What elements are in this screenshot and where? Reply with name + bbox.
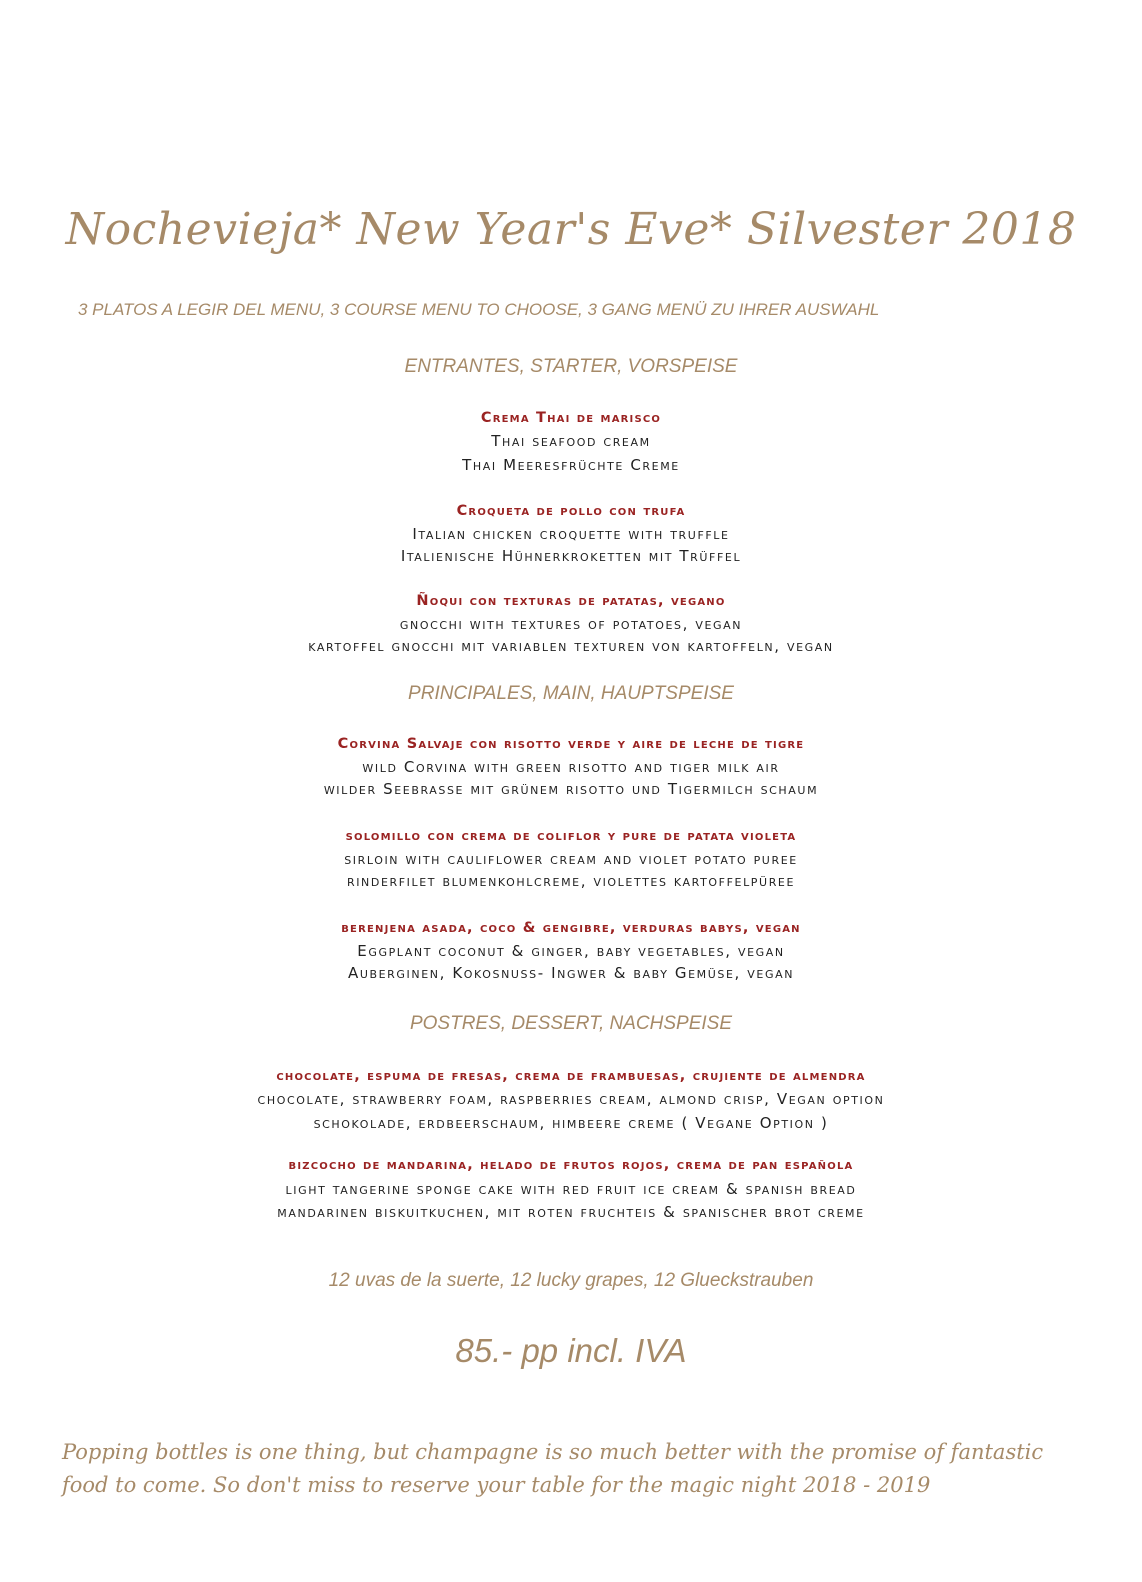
dish-name-en: Italian chicken croquette with truffle	[412, 525, 730, 543]
dish-name-en: wild Corvina with green risotto and tiger milk air	[362, 758, 780, 776]
dish-name-de: rinderfilet blumenkohlcreme, violettes kartoffelpüree	[346, 872, 796, 890]
section-heading-mains: PRINCIPALES, MAIN, HAUPTSPEISE	[408, 683, 734, 704]
dish-name-es: berenjena asada, coco & gengibre, verduras babys, vegan	[341, 920, 801, 936]
menu-price: 85.- pp incl. IVA	[455, 1332, 687, 1369]
dish-name-de: schokolade, erdbeerschaum, himbeere creme ( Vegane Option )	[313, 1114, 829, 1132]
dish-name-de: Auberginen, Kokosnuss- Ingwer & baby Gemüse, vegan	[347, 964, 795, 982]
dish-name-es: Crema Thai de marisco	[480, 410, 662, 426]
dish-name-es: chocolate, espuma de fresas, crema de frambuesas, crujiente de almendra	[276, 1068, 866, 1084]
closing-line-2: food to come. So don't miss to reserve your table for the magic night 2018 - 2019	[62, 1473, 931, 1497]
dish-name-en: light tangerine sponge cake with red fruit ice cream & spanish bread	[285, 1180, 857, 1198]
dish-name-en: Thai seafood cream	[491, 432, 651, 450]
menu-subtitle: 3 PLATOS A LEGIR DEL MENU, 3 COURSE MENU TO CHOOSE, 3 GANG MENÜ ZU IHRER AUSWAHL	[78, 300, 880, 319]
dish-name-en: sirloin with cauliflower cream and violet potato puree	[344, 850, 798, 868]
dish-name-es: solomillo con crema de coliflor y pure de patata violeta	[345, 828, 797, 844]
dish-name-en: Eggplant coconut & ginger, baby vegetables, vegan	[357, 942, 785, 960]
dish-name-de: Thai Meeresfrüchte Creme	[462, 456, 680, 474]
dish-name-es: Croqueta de pollo con trufa	[456, 503, 686, 519]
dish-name-de: wilder Seebrasse mit grünem risotto und Tigermilch schaum	[323, 780, 819, 798]
dish-name-es: bizcocho de mandarina, helado de frutos rojos, crema de pan española	[288, 1157, 854, 1173]
dish-name-de: Italienische Hühnerkroketten mit Trüffel	[400, 547, 742, 565]
dish-name-es: Corvina Salvaje con risotto verde y aire de leche de tigre	[337, 736, 805, 752]
dish-name-en: chocolate, strawberry foam, raspberries cream, almond crisp, Vegan option	[257, 1090, 885, 1108]
section-heading-desserts: POSTRES, DESSERT, NACHSPEISE	[409, 1013, 733, 1034]
dish-name-de: mandarinen biskuitkuchen, mit roten fruchteis & spanischer brot creme	[277, 1203, 865, 1221]
dish-name-de: kartoffel gnocchi mit variablen texturen von kartoffeln, vegan	[308, 637, 834, 655]
dish-name-es: Ñoqui con texturas de patatas, vegano	[416, 593, 726, 609]
dish-name-en: gnocchi with textures of potatoes, vegan	[399, 615, 743, 633]
section-heading-starters: ENTRANTES, STARTER, VORSPEISE	[404, 356, 738, 377]
lucky-grapes-note: 12 uvas de la suerte, 12 lucky grapes, 12 Glueckstrauben	[328, 1270, 814, 1291]
menu-title: Nochevieja* New Year's Eve* Silvester 2018	[65, 204, 1077, 255]
closing-line-1: Popping bottles is one thing, but champagne is so much better with the promise of fantastic	[62, 1440, 1044, 1464]
